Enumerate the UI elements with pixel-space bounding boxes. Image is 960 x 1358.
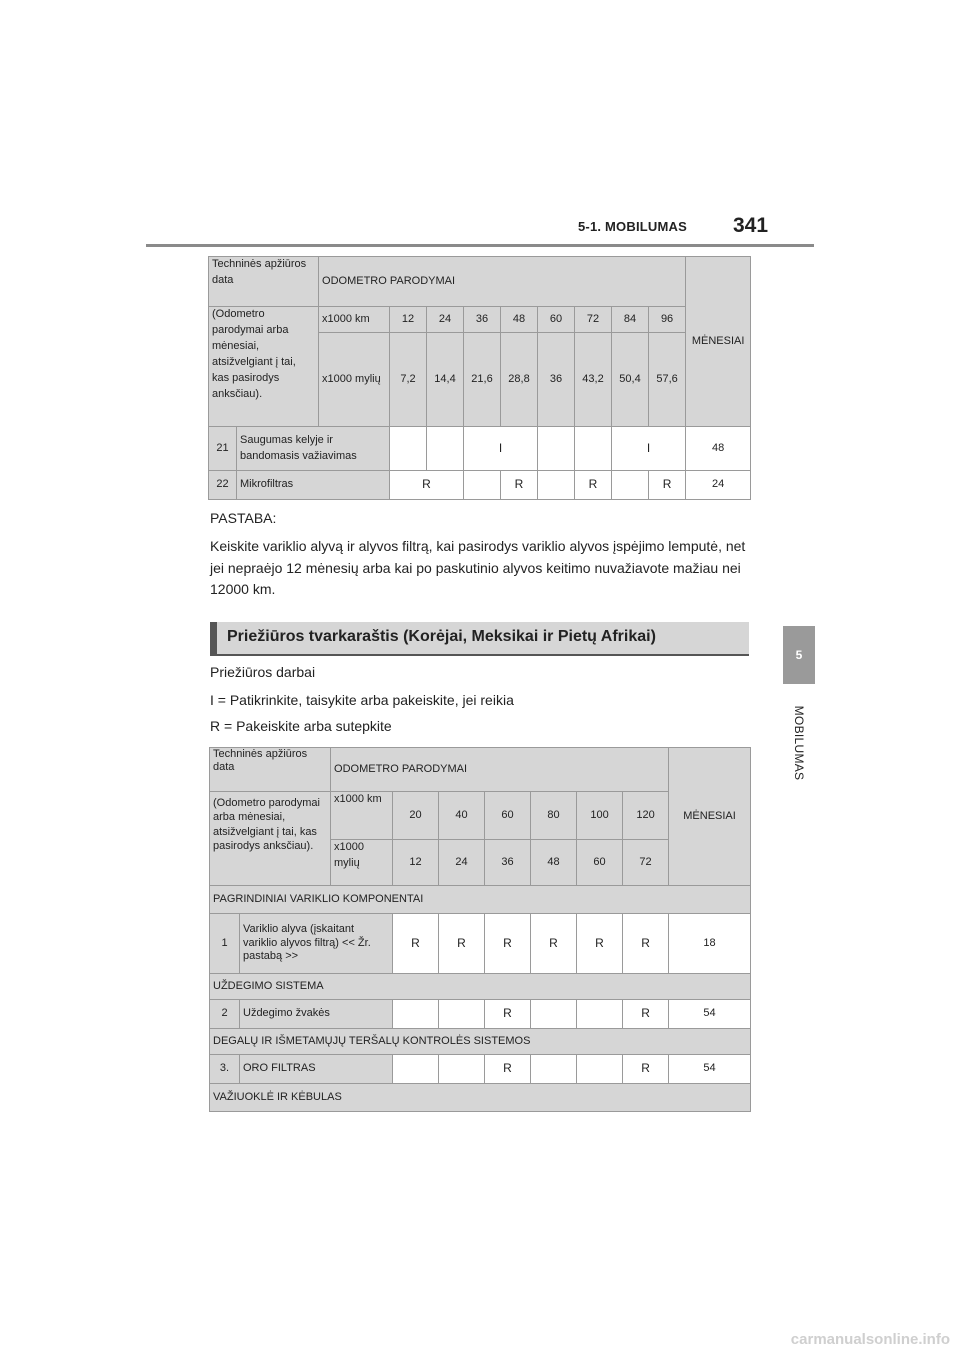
header-tech-date: Techninės apžiūros data [209, 257, 319, 307]
km-value: 96 [649, 307, 686, 333]
row-item: Saugumas kelyje ir bandomasis važiavimas [237, 427, 390, 471]
schedule-cell [538, 471, 575, 500]
watermark: carmanualsonline.info [790, 1331, 950, 1348]
schedule-cell: R [485, 1055, 531, 1084]
schedule-cell: R [501, 471, 538, 500]
maintenance-table-2 [209, 747, 751, 1112]
row-number: 22 [209, 471, 237, 500]
mile-value: 36 [538, 333, 575, 427]
header-tech-date: Techninės apžiūros data [210, 748, 331, 792]
row-months: 24 [686, 471, 751, 500]
header-months: MĖNESIAI [669, 748, 751, 886]
row-number: 2 [210, 1000, 240, 1029]
mile-value: 50,4 [612, 333, 649, 427]
chapter-label-text: MOBILUMAS [792, 705, 806, 780]
schedule-cell [427, 427, 464, 471]
schedule-cell: R [623, 1000, 669, 1029]
schedule-cell: R [623, 914, 669, 974]
unit-km: x1000 km [319, 307, 390, 333]
km-value: 72 [575, 307, 612, 333]
legend-r: R = Pakeiskite arba sutepkite [210, 718, 392, 734]
km-value: 84 [612, 307, 649, 333]
schedule-cell [393, 1000, 439, 1029]
table-row [210, 1000, 751, 1029]
schedule-cell: R [623, 1055, 669, 1084]
schedule-cell: R [531, 914, 577, 974]
page-number: 341 [733, 214, 769, 237]
row-months: 54 [669, 1055, 751, 1084]
mile-value: 43,2 [575, 333, 612, 427]
schedule-cell: R [575, 471, 612, 500]
section-title: Priežiūros tvarkaraštis (Korėjai, Meksikai ir Pietų Afrikai) [227, 628, 656, 645]
chapter-tab[interactable]: 5 [783, 626, 815, 684]
table-row [210, 1055, 751, 1084]
schedule-cell: R [577, 914, 623, 974]
schedule-cell: R [485, 914, 531, 974]
row-item: Uždegimo žvakės [240, 1000, 393, 1029]
banner-divider [210, 654, 749, 656]
mile-value: 24 [439, 840, 485, 886]
row-item: ORO FILTRAS [240, 1055, 393, 1084]
row-number: 1 [210, 914, 240, 974]
km-value: 40 [439, 792, 485, 840]
mile-value: 7,2 [390, 333, 427, 427]
schedule-cell [538, 427, 575, 471]
row-number: 21 [209, 427, 237, 471]
row-item: Variklio alyva (įskaitant variklio alyvos filtrą) << Žr. pastabą >> [240, 914, 393, 974]
table-row [209, 471, 751, 500]
km-value: 12 [390, 307, 427, 333]
schedule-cell [575, 427, 612, 471]
unit-km: x1000 km [331, 792, 393, 840]
mile-value: 14,4 [427, 333, 464, 427]
category-row: DEGALŲ IR IŠMETAMŲJŲ TERŠALŲ KONTROLĖS SISTEMOS [210, 1029, 751, 1055]
section-banner [210, 622, 749, 655]
row-months: 54 [669, 1000, 751, 1029]
section-heading: 5-1. MOBILUMAS [578, 219, 687, 234]
unit-miles: x1000 mylių [319, 333, 390, 427]
schedule-cell [393, 1055, 439, 1084]
schedule-cell [464, 471, 501, 500]
km-value: 80 [531, 792, 577, 840]
mile-value: 21,6 [464, 333, 501, 427]
header-months: MĖNESIAI [686, 257, 751, 427]
mile-value: 36 [485, 840, 531, 886]
km-value: 120 [623, 792, 669, 840]
km-value: 60 [485, 792, 531, 840]
category-row: VAŽIUOKLĖ IR KĖBULAS [210, 1084, 751, 1112]
mile-value: 57,6 [649, 333, 686, 427]
mile-value: 72 [623, 840, 669, 886]
row-item: Mikrofiltras [237, 471, 390, 500]
schedule-cell [531, 1000, 577, 1029]
legend-i: I = Patikrinkite, taisykite arba pakeiskite, jei reikia [210, 692, 514, 708]
schedule-cell: I [612, 427, 686, 471]
schedule-cell [612, 471, 649, 500]
schedule-cell: I [464, 427, 538, 471]
km-value: 36 [464, 307, 501, 333]
category-row: PAGRINDINIAI VARIKLIO KOMPONENTAI [210, 886, 751, 914]
note-title: PASTABA: [210, 510, 277, 526]
schedule-cell [439, 1055, 485, 1084]
mile-value: 60 [577, 840, 623, 886]
maintenance-table-1 [208, 256, 751, 500]
km-value: 24 [427, 307, 464, 333]
schedule-cell: R [393, 914, 439, 974]
header-note: (Odometro parodymai arba mėnesiai, atsižvelgiant į tai, kas pasirodys anksčiau). [209, 307, 319, 427]
schedule-cell [577, 1000, 623, 1029]
header-note: (Odometro parodymai arba mėnesiai, atsižvelgiant į tai, kas pasirodys anksčiau). [210, 792, 331, 886]
row-number: 3. [210, 1055, 240, 1084]
unit-miles: x1000 mylių [331, 840, 393, 886]
category-row: UŽDEGIMO SISTEMA [210, 974, 751, 1000]
mile-value: 12 [393, 840, 439, 886]
header-odometer: ODOMETRO PARODYMAI [319, 257, 686, 307]
km-value: 60 [538, 307, 575, 333]
row-months: 18 [669, 914, 751, 974]
km-value: 20 [393, 792, 439, 840]
schedule-cell [439, 1000, 485, 1029]
legend-title: Priežiūros darbai [210, 664, 316, 680]
schedule-cell [390, 427, 427, 471]
km-value: 100 [577, 792, 623, 840]
schedule-cell: R [390, 471, 464, 500]
table-row [209, 427, 751, 471]
row-months: 48 [686, 427, 751, 471]
chapter-label [782, 695, 816, 790]
mile-value: 48 [531, 840, 577, 886]
table-row [210, 914, 751, 974]
header-odometer: ODOMETRO PARODYMAI [331, 748, 669, 792]
header-divider [146, 244, 814, 247]
schedule-cell: R [485, 1000, 531, 1029]
km-value: 48 [501, 307, 538, 333]
banner-accent [210, 622, 217, 655]
mile-value: 28,8 [501, 333, 538, 427]
schedule-cell [531, 1055, 577, 1084]
note-text: Keiskite variklio alyvą ir alyvos filtrą, kai pasirodys variklio alyvos įspėjimo lemputė, net jei nepraėjo 12 mėnesių arba kai po paskutinio alyvos keitimo nuvažiavote mažiau nei 12000 km. [210, 538, 746, 598]
schedule-cell: R [439, 914, 485, 974]
schedule-cell: R [649, 471, 686, 500]
schedule-cell [577, 1055, 623, 1084]
